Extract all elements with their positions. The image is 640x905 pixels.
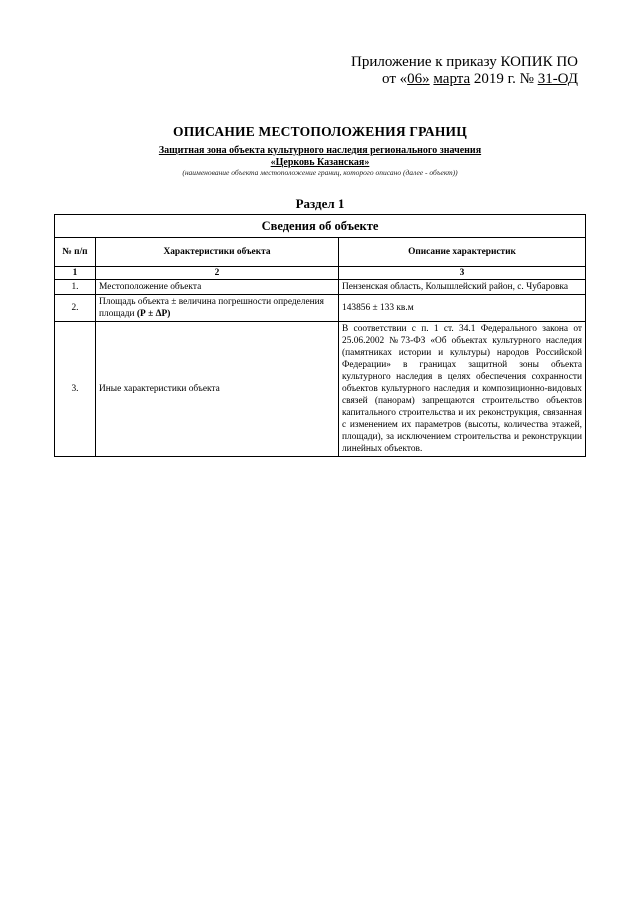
- section-title: Раздел 1: [295, 196, 345, 211]
- document-title: ОПИСАНИЕ МЕСТОПОЛОЖЕНИЯ ГРАНИЦ: [173, 124, 467, 139]
- table-caption: Сведения об объекте: [55, 215, 586, 238]
- object-info-table: [54, 214, 586, 457]
- subject-line2: «Церковь Казанская»: [270, 157, 370, 168]
- row-characteristic: [96, 295, 339, 322]
- subject-line1: Защитная зона объекта культурного наследия регионального значения: [158, 145, 482, 156]
- col-number-1: 1: [55, 267, 96, 280]
- subject-hint: (наименование объекта местоположение границ, которого описано (далее - объект)): [182, 168, 458, 177]
- header-description: Описание характеристик: [339, 238, 586, 267]
- row-description: 143856 ± 133 кв.м: [339, 295, 586, 322]
- area-formula: (Р ± ΔР): [136, 309, 171, 319]
- appendix-note: [351, 54, 578, 88]
- table-row: [55, 295, 586, 322]
- row-description: В соответствии с п. 1 ст. 34.1 Федерального закона от 25.06.2002 №73-ФЗ «Об объектах культурного наследия (памятниках истории и культуры) народов Российской Федерации» в границах защитной зоны объекта культурного наследия в целях обеспечения сохранности объектов культурного наследия и композиционно-видовых связей (панорам) запрещаются строительство объектов капитального строительства и их реконструкция, связанная с изменением их параметров (высоты, количества этажей, площади), за исключением строительства и реконструкции линейных объектов.: [339, 322, 586, 457]
- col-number-3: 3: [339, 267, 586, 280]
- subject-block: [0, 145, 640, 169]
- row-characteristic: Местоположение объекта: [96, 280, 339, 295]
- date-day: 06: [407, 71, 423, 87]
- row-characteristic: Иные характеристики объекта: [96, 322, 339, 457]
- appendix-line1: Приложение к приказу КОПИК ПО: [351, 54, 578, 70]
- row-number: 1.: [55, 280, 96, 295]
- table-row: [55, 322, 586, 457]
- date-prefix: от «: [382, 71, 408, 87]
- row-description: Пензенская область, Колышлейский район, с. Чубаровка: [339, 280, 586, 295]
- header-number: № п/п: [55, 238, 96, 267]
- date-year: 2019 г. №: [470, 71, 538, 87]
- row-number: 2.: [55, 295, 96, 322]
- row-number: 3.: [55, 322, 96, 457]
- date-month: марта: [433, 71, 471, 87]
- appendix-line2: [351, 71, 578, 88]
- header-characteristic: Характеристики объекта: [96, 238, 339, 267]
- date-quote: »: [422, 71, 430, 87]
- table-row: [55, 280, 586, 295]
- area-label: Площадь объекта ± величина погрешности определения площади: [99, 297, 324, 319]
- order-number: 31-ОД: [537, 71, 578, 87]
- col-number-2: 2: [96, 267, 339, 280]
